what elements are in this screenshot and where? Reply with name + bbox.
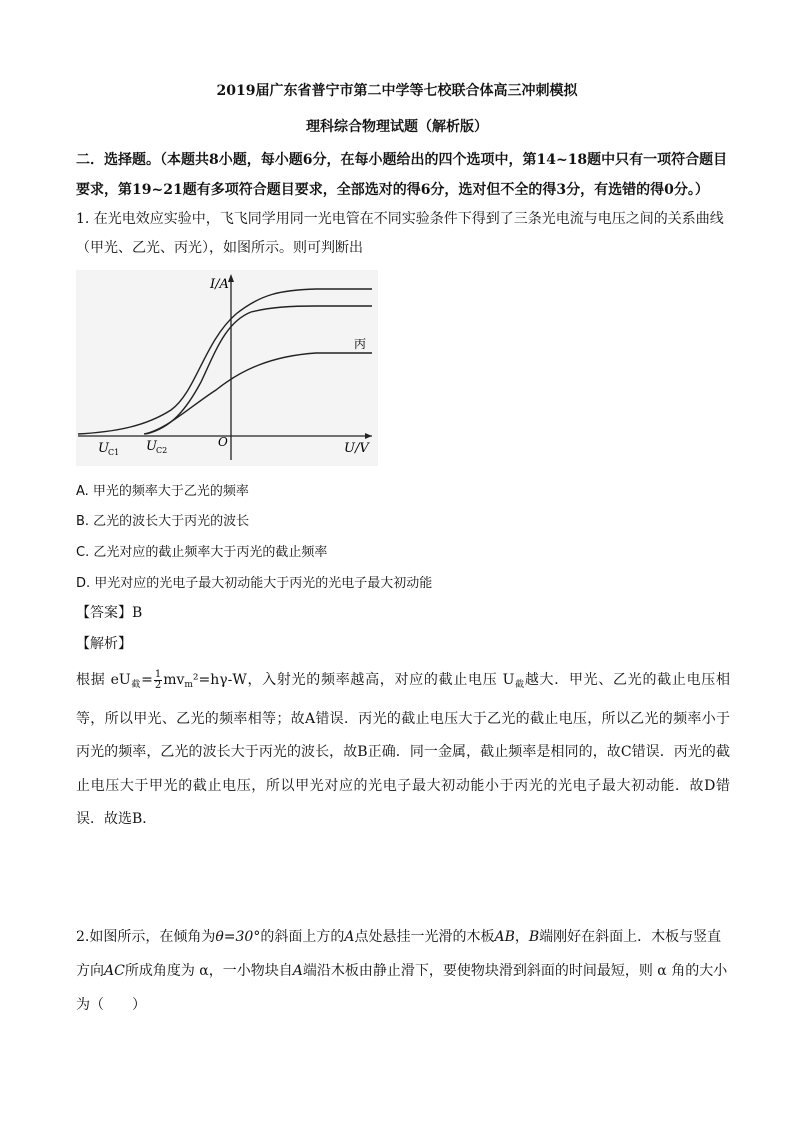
q2-text-7: 端沿木板由静止滑下，要使物块滑到斜面的时间最短，则 α 角的大小为（ ） — [76, 963, 728, 1013]
q2-line-ac: AC — [104, 963, 125, 979]
x-axis-label: U/V — [344, 441, 369, 456]
q2-theta: θ=30° — [215, 929, 261, 945]
fraction-denominator: 2 — [154, 679, 162, 691]
q2-board-ab: AB — [494, 929, 515, 945]
option-b: B. 乙光的波长大于丙光的波长 — [76, 514, 250, 529]
analysis-formula-end: ²=hγ-W，入射光的频率越高，对应的截止电压 U — [192, 672, 515, 688]
question-2-stem — [76, 920, 730, 1022]
q2-text-1: 2.如图所示，在倾角为 — [76, 929, 216, 945]
analysis-subscript-1: 截 — [130, 680, 142, 690]
paper-subtitle: 理科综合物理试题（解析版） — [306, 119, 488, 135]
q2-point-b: B — [528, 929, 540, 945]
analysis-equals: = — [141, 672, 153, 688]
analysis-body: 越大．甲光、乙光的截止电压相等，所以甲光、乙光的频率相等；故A错误．丙光的截止电压大于乙光的截止电压，所以乙光的频率小于丙光的频率，乙光的波长大于丙光的波长，故B正确．同一金属，截止频率是相同的，故C错误．丙光的截止电压大于甲光的截止电压，所以甲光对应的光电子最大初动能小于丙光的光电子最大初动能．故D错误．故选B． — [76, 672, 730, 827]
analysis-subscript-2: 截 — [514, 680, 525, 690]
q2-point-a: A — [344, 929, 355, 945]
fraction-numerator: 1 — [154, 668, 162, 680]
option-d: D. 甲光对应的光电子最大初动能大于丙光的光电子最大初动能 — [76, 576, 433, 591]
section-heading: 二．选择题。（本题共8小题，每小题6分，在每小题给出的四个选项中，第14~18题中只有一项符合题目要求，第19~21题有多项符合题目要求，全部选对的得6分，选对但不全的得3分，有选错的得0分。） — [76, 152, 728, 198]
option-c: C. 乙光对应的截止频率大于丙光的截止频率 — [76, 545, 328, 560]
paper-title: 2019届广东省普宁市第二中学等七校联合体高三冲刺模拟 — [216, 83, 578, 99]
analysis-subscript-m: m — [184, 680, 193, 690]
option-a: A. 甲光的频率大于乙光的频率 — [76, 484, 249, 499]
q2-text-2: 的斜面上方的 — [260, 929, 345, 945]
photoelectric-graph — [76, 270, 378, 466]
q2-text-3: 点处悬挂一光滑的木板 — [354, 929, 495, 945]
analysis-mv: mv — [163, 672, 185, 688]
y-axis-label: I/A — [210, 277, 229, 292]
analysis-formula-start: 根据 eU — [76, 672, 131, 688]
fraction-half — [154, 670, 162, 691]
q2-text-4: ， — [514, 929, 529, 945]
uc2-subscript: C2 — [156, 446, 168, 455]
iv-curve-figure — [76, 270, 378, 466]
answer: 【答案】B — [76, 605, 143, 621]
uc2-label: U — [146, 439, 157, 454]
q2-text-5: 端刚好在斜面上．木板与竖直方向 — [76, 929, 722, 979]
analysis-heading: 【解析】 — [76, 636, 132, 652]
uc1-subscript: C1 — [108, 448, 120, 457]
question-1-stem: 1. 在光电效应实验中，飞飞同学用同一光电管在不同实验条件下得到了三条光电流与电压之间的关系曲线（甲光、乙光、丙光），如图所示。则可判断出 — [76, 211, 724, 256]
origin-label: O — [218, 435, 228, 449]
analysis-text — [76, 664, 730, 837]
uc1-label: U — [98, 441, 109, 456]
q2-text-6: 所成角度为 α，一小物块自 — [124, 963, 293, 979]
q2-point-a2: A — [292, 963, 303, 979]
curve-bing-label: 丙 — [354, 337, 367, 351]
